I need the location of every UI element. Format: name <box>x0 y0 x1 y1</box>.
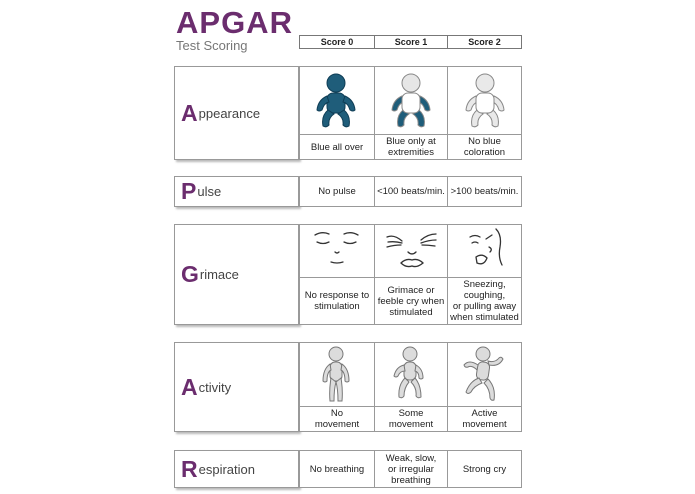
row-label-activity <box>174 342 299 432</box>
caption-pulse-1: <100 beats/min. <box>374 176 448 207</box>
caption-respiration-0: No breathing <box>299 450 375 488</box>
row-label-pulse <box>174 176 299 207</box>
caption-activity-0: No movement <box>299 406 375 432</box>
caption-respiration-1: Weak, slow, or irregular breathing <box>374 450 448 488</box>
caption-pulse-2: >100 beats/min. <box>447 176 522 207</box>
column-header-score-1: Score 1 <box>374 35 448 49</box>
caption-grimace-2: Sneezing, coughing, or pulling away when stimulated <box>447 277 522 325</box>
row-initial: G <box>181 261 199 287</box>
row-initial: A <box>181 99 198 126</box>
crying-face-icon <box>462 227 508 275</box>
column-header-score-2: Score 2 <box>447 35 522 49</box>
row-label-respiration <box>174 450 299 488</box>
sleeping-face-icon <box>309 228 365 274</box>
row-label-rest: espiration <box>198 461 255 477</box>
caption-grimace-0: No response to stimulation <box>299 277 375 325</box>
row-initial: R <box>181 455 198 482</box>
caption-activity-2: Active movement <box>447 406 522 432</box>
row-label-rest: rimace <box>199 267 239 282</box>
baby-still-icon <box>318 345 354 403</box>
row-label-grimace <box>174 224 299 325</box>
caption-appearance-0: Blue all over <box>299 134 375 160</box>
column-header-score-0: Score 0 <box>299 35 375 49</box>
baby-blue-icon <box>313 72 359 130</box>
page-title: APGAR <box>176 5 293 40</box>
caption-appearance-2: No blue coloration <box>447 134 522 160</box>
row-label-rest: ppearance <box>198 105 261 121</box>
caption-pulse-0: No pulse <box>299 176 375 207</box>
grimace-face-icon <box>384 228 440 274</box>
baby-some-movement-icon <box>390 345 430 403</box>
page-subtitle: Test Scoring <box>176 38 248 53</box>
row-label-rest: ulse <box>197 184 222 199</box>
caption-activity-1: Some movement <box>374 406 448 432</box>
baby-active-icon <box>461 345 507 403</box>
row-label-rest: ctivity <box>198 379 232 395</box>
row-initial: P <box>181 178 197 204</box>
row-label-appearance <box>174 66 299 160</box>
caption-appearance-1: Blue only at extremities <box>374 134 448 160</box>
row-initial: A <box>181 373 198 400</box>
caption-grimace-1: Grimace or feeble cry when stimulated <box>374 277 448 325</box>
caption-respiration-2: Strong cry <box>447 450 522 488</box>
baby-pink-icon <box>462 72 508 130</box>
baby-blue-limbs-icon <box>388 72 434 130</box>
